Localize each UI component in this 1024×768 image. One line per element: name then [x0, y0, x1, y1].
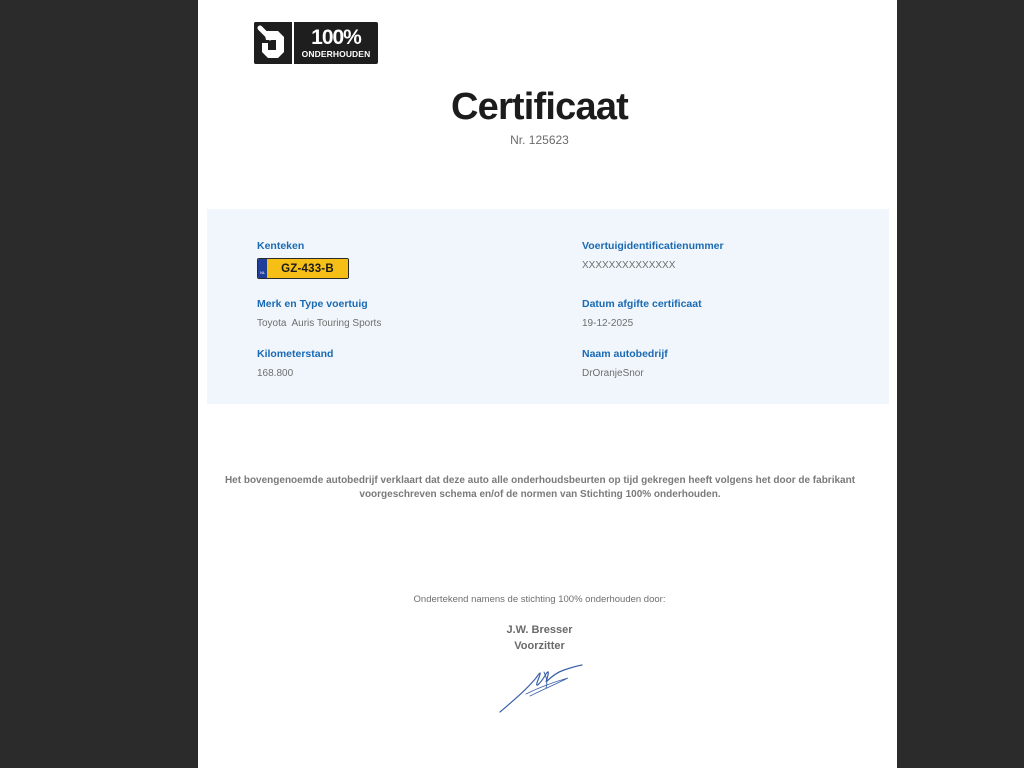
- field-label: Kilometerstand: [257, 348, 334, 360]
- logo-main-text: 100%: [311, 26, 361, 50]
- signature-image: [496, 658, 586, 716]
- field-value: Toyota Auris Touring Sports: [257, 318, 382, 329]
- logo: [254, 22, 378, 64]
- field-vin: [582, 240, 724, 271]
- page-title: Certificaat: [450, 86, 629, 128]
- field-label: Kenteken: [257, 240, 305, 252]
- wrench-icon: [254, 22, 294, 64]
- field-datum: [582, 298, 702, 329]
- signed-by-intro: Ondertekend namens de stichting 100% onderhouden door:: [413, 594, 666, 605]
- field-merk-type: [257, 298, 381, 329]
- field-label: Voertuigidentificatienummer: [582, 240, 724, 252]
- certificate-page: [198, 0, 897, 768]
- field-value: 19-12-2025: [582, 318, 634, 329]
- field-value: 168.800: [257, 368, 294, 379]
- field-autobedrijf: [582, 348, 668, 379]
- field-label: Merk en Type voertuig: [257, 298, 368, 310]
- signer-role: Voorzitter: [514, 640, 565, 652]
- certification-statement: Het bovengenoemde autobedrijf verklaart dat deze auto alle onderhoudsbeurten op tijd gekregen heeft volgens het door de fabrikant voorgeschreven schema en/of de normen van Stichting 100% onderhouden.: [224, 475, 856, 500]
- field-label: Datum afgifte certificaat: [582, 298, 702, 310]
- logo-text: [294, 22, 378, 64]
- field-value: XXXXXXXXXXXXXX: [582, 260, 676, 271]
- field-label: Naam autobedrijf: [582, 348, 668, 360]
- field-kilometerstand: [257, 348, 333, 379]
- logo-sub-text: ONDERHOUDEN: [301, 49, 371, 60]
- certificate-number: Nr. 125623: [510, 133, 569, 147]
- field-value: DrOranjeSnor: [582, 368, 644, 379]
- license-plate: [257, 258, 349, 279]
- field-kenteken: [257, 240, 349, 279]
- license-plate-number: GZ-433-B: [267, 259, 348, 278]
- vehicle-info-panel: [207, 209, 889, 404]
- signer-name: J.W. Bresser: [506, 624, 573, 636]
- plate-country-strip: NL: [258, 259, 267, 278]
